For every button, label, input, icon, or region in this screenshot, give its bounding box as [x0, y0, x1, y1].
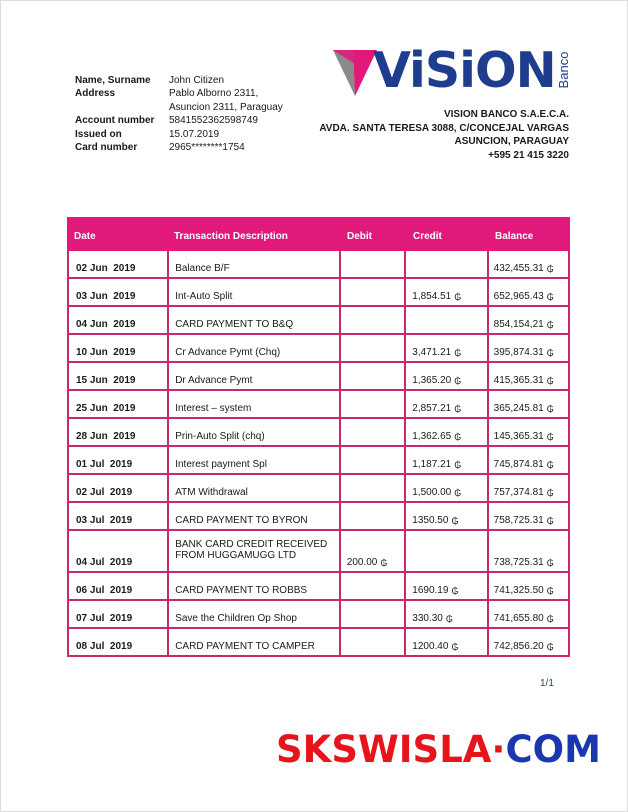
cell-date [69, 601, 169, 627]
customer-field-value: 5841552362598749 [169, 115, 258, 127]
cell-date [69, 391, 169, 417]
cell-description [169, 307, 341, 333]
currency-symbol: ₲ [454, 488, 462, 498]
cell-date-text: 06 Jul 2019 [76, 585, 133, 596]
currency-symbol: ₲ [546, 642, 554, 652]
cell-balance-value: 415,365.31 [493, 375, 544, 386]
cell-debit [341, 279, 407, 305]
header-date: Date [74, 231, 96, 242]
header-description: Transaction Description [174, 231, 288, 242]
cell-balance-value: 652,965.43 [493, 291, 544, 302]
cell-date [69, 531, 169, 571]
customer-field-row [75, 128, 283, 141]
cell-credit [406, 391, 488, 417]
table-row [67, 363, 570, 391]
currency-symbol: ₲ [546, 586, 554, 596]
cell-description-lines [175, 539, 327, 561]
cell-description-lines [175, 487, 248, 498]
customer-field-row [75, 87, 283, 100]
currency-symbol: ₲ [546, 460, 554, 470]
table-row [67, 279, 570, 307]
customer-field-row [75, 141, 283, 154]
cell-date-text: 02 Jul 2019 [76, 487, 133, 498]
customer-field-label: Issued on [75, 128, 122, 140]
cell-date-text: 15 Jun 2019 [76, 375, 136, 386]
cell-description-text: Save the Children Op Shop [175, 613, 297, 624]
cell-credit-value: 1,187.21 [412, 459, 452, 470]
currency-symbol: ₲ [454, 292, 462, 302]
table-row [67, 503, 570, 531]
cell-date [69, 447, 169, 473]
cell-description [169, 279, 341, 305]
currency-symbol: ₲ [451, 586, 459, 596]
cell-debit [341, 475, 407, 501]
cell-description-lines [175, 459, 267, 470]
bank-logo [333, 42, 573, 100]
table-row [67, 601, 570, 629]
cell-description [169, 531, 341, 571]
customer-field-row [75, 74, 283, 87]
watermark-part1: SKSWISLA [276, 728, 492, 771]
bank-street: AVDA. SANTA TERESA 3088, C/CONCEJAL VARGAS [319, 122, 569, 134]
cell-date-text: 10 Jun 2019 [76, 347, 136, 358]
cell-description [169, 363, 341, 389]
cell-balance-value: 854,154,21 [493, 319, 544, 330]
cell-balance [489, 279, 568, 305]
cell-credit [406, 251, 488, 277]
cell-description [169, 601, 341, 627]
currency-symbol: ₲ [546, 376, 554, 386]
cell-date-text: 01 Jul 2019 [76, 459, 133, 470]
cell-debit [341, 447, 407, 473]
cell-credit [406, 601, 488, 627]
cell-date-text: 25 Jun 2019 [76, 403, 136, 414]
currency-symbol: ₲ [454, 404, 462, 414]
cell-balance [489, 307, 568, 333]
cell-balance-value: 758,725.31 [493, 515, 544, 526]
cell-description-lines [175, 347, 280, 358]
currency-symbol: ₲ [546, 320, 554, 330]
cell-balance [489, 531, 568, 571]
table-row [67, 251, 570, 279]
cell-balance [489, 629, 568, 655]
cell-balance-value: 395,874.31 [493, 347, 544, 358]
cell-date-text: 08 Jul 2019 [76, 641, 133, 652]
customer-field-label: Name, Surname [75, 75, 151, 86]
table-header [67, 217, 570, 251]
cell-description-lines [175, 263, 229, 274]
table-row [67, 307, 570, 335]
currency-symbol: ₲ [546, 292, 554, 302]
cell-credit-value: 1350.50 [412, 515, 449, 526]
cell-balance-value: 757,374.81 [493, 487, 544, 498]
currency-symbol: ₲ [546, 614, 554, 624]
table-body [67, 251, 570, 657]
cell-credit-value: 1690.19 [412, 585, 449, 596]
cell-description [169, 475, 341, 501]
cell-balance [489, 475, 568, 501]
cell-credit [406, 419, 488, 445]
table-row [67, 531, 570, 573]
cell-description-text: CARD PAYMENT TO B&Q [175, 319, 294, 330]
table-row [67, 629, 570, 657]
cell-description-lines [175, 641, 315, 652]
cell-description [169, 391, 341, 417]
customer-info [75, 74, 283, 154]
cell-credit [406, 447, 488, 473]
table-row [67, 419, 570, 447]
customer-field-label [75, 101, 169, 114]
logo-wordmark: ViSiON [373, 42, 556, 99]
cell-debit [341, 503, 407, 529]
cell-balance-value: 738,725.31 [493, 557, 544, 568]
cell-credit [406, 335, 488, 361]
customer-field-row [75, 114, 283, 127]
currency-symbol: ₲ [454, 460, 462, 470]
cell-description-lines [175, 403, 251, 414]
cell-date-text: 04 Jul 2019 [76, 557, 133, 568]
cell-description-text: Interest – system [175, 403, 252, 414]
cell-description-text: CARD PAYMENT TO BYRON [175, 515, 308, 526]
cell-description [169, 335, 341, 361]
cell-debit [341, 601, 407, 627]
logo-v-mark-icon [333, 50, 377, 96]
currency-symbol: ₲ [546, 404, 554, 414]
cell-credit-value: 3,471.21 [412, 347, 452, 358]
cell-description-text: Balance B/F [175, 263, 230, 274]
cell-description-text: Prin-Auto Split (chq) [175, 431, 265, 442]
customer-field-value: Asuncion 2311, Paraguay [169, 101, 283, 113]
cell-credit-value: 1,365.20 [412, 375, 452, 386]
cell-balance [489, 391, 568, 417]
cell-debit-value: 200.00 [346, 557, 378, 568]
cell-balance [489, 251, 568, 277]
cell-date [69, 475, 169, 501]
cell-date-text: 03 Jul 2019 [76, 515, 133, 526]
cell-balance-value: 365,245.81 [493, 403, 544, 414]
cell-credit-value: 1200.40 [412, 641, 449, 652]
cell-balance [489, 335, 568, 361]
currency-symbol: ₲ [380, 558, 388, 568]
cell-date [69, 251, 169, 277]
watermark-dot: · [491, 728, 506, 771]
cell-balance [489, 573, 568, 599]
cell-description-lines [175, 515, 307, 526]
cell-date [69, 629, 169, 655]
cell-balance [489, 447, 568, 473]
cell-debit [341, 531, 407, 571]
cell-balance [489, 419, 568, 445]
bank-city: ASUNCION, PARAGUAY [454, 136, 569, 148]
customer-field-label: Card number [75, 142, 138, 154]
cell-balance-value: 742,856.20 [493, 641, 544, 652]
bank-phone: +595 21 415 3220 [488, 149, 569, 161]
cell-description-lines [175, 291, 232, 302]
cell-date-text: 02 Jun 2019 [76, 263, 136, 274]
cell-balance-value: 741,325.50 [493, 585, 544, 596]
bank-address [319, 108, 569, 162]
header-balance: Balance [495, 231, 534, 242]
cell-description-text: CARD PAYMENT TO ROBBS [175, 585, 308, 596]
bank-name: VISION BANCO S.A.E.C.A. [443, 109, 569, 120]
cell-debit [341, 251, 407, 277]
currency-symbol: ₲ [451, 642, 459, 652]
cell-credit [406, 573, 488, 599]
customer-field-label: Account number [75, 115, 155, 127]
cell-credit [406, 363, 488, 389]
cell-credit-value: 1,362.65 [412, 431, 452, 442]
cell-credit [406, 307, 488, 333]
cell-balance-value: 745,874.81 [493, 459, 544, 470]
cell-description [169, 629, 341, 655]
cell-date [69, 573, 169, 599]
currency-symbol: ₲ [451, 516, 459, 526]
cell-description [169, 251, 341, 277]
currency-symbol: ₲ [454, 348, 462, 358]
cell-description [169, 503, 341, 529]
customer-field-value: John Citizen [169, 75, 225, 86]
cell-date [69, 419, 169, 445]
cell-balance-value: 432,455.31 [493, 263, 544, 274]
currency-symbol: ₲ [546, 348, 554, 358]
cell-description-text: ATM Withdrawal [175, 487, 248, 498]
cell-description [169, 447, 341, 473]
table-row [67, 335, 570, 363]
cell-balance-value: 741,655.80 [493, 613, 544, 624]
customer-field-value: 2965********1754 [169, 142, 245, 154]
transactions-table [67, 217, 570, 657]
cell-date-text: 03 Jun 2019 [76, 291, 136, 302]
cell-balance [489, 363, 568, 389]
currency-symbol: ₲ [546, 516, 554, 526]
cell-date-text: 04 Jun 2019 [76, 319, 136, 330]
cell-description-text: Dr Advance Pymt [175, 375, 253, 386]
cell-credit [406, 531, 488, 571]
cell-debit [341, 573, 407, 599]
watermark-part2: COM [505, 728, 601, 771]
customer-field-value: 15.07.2019 [169, 128, 220, 140]
currency-symbol: ₲ [454, 376, 462, 386]
table-row [67, 391, 570, 419]
currency-symbol: ₲ [546, 432, 554, 442]
cell-description-lines [175, 585, 307, 596]
customer-field-label: Address [75, 88, 116, 100]
cell-debit [341, 629, 407, 655]
cell-description-text: Interest payment Spl [175, 459, 267, 470]
cell-debit [341, 419, 407, 445]
cell-balance [489, 503, 568, 529]
cell-description-lines [175, 319, 293, 330]
cell-description-text: Cr Advance Pymt (Chq) [175, 347, 281, 358]
cell-credit [406, 475, 488, 501]
cell-description-lines [175, 613, 297, 624]
header-debit: Debit [347, 231, 372, 242]
watermark [276, 728, 601, 771]
cell-description-text: BANK CARD CREDIT RECEIVED [175, 538, 328, 550]
table-row [67, 573, 570, 601]
cell-description [169, 419, 341, 445]
cell-debit [341, 307, 407, 333]
logo-subtitle: Banco [555, 51, 571, 89]
currency-symbol: ₲ [546, 264, 554, 274]
cell-description-text: Int-Auto Split [175, 291, 233, 302]
cell-date [69, 307, 169, 333]
cell-description-text-line2: FROM HUGGAMUGG LTD [175, 549, 297, 561]
cell-date [69, 279, 169, 305]
currency-symbol: ₲ [454, 432, 462, 442]
customer-field-value: Pablo Alborno 2311, [169, 88, 259, 100]
header-credit: Credit [413, 231, 442, 242]
cell-credit [406, 279, 488, 305]
cell-description-text: CARD PAYMENT TO CAMPER [175, 641, 315, 652]
cell-balance-value: 145,365.31 [493, 431, 544, 442]
cell-credit-value: 330.30 [412, 613, 443, 624]
currency-symbol: ₲ [546, 488, 554, 498]
cell-credit [406, 503, 488, 529]
currency-symbol: ₲ [546, 558, 554, 568]
page-indicator: 1/1 [540, 678, 554, 689]
cell-credit-value: 1,854.51 [412, 291, 452, 302]
cell-date [69, 335, 169, 361]
cell-date [69, 503, 169, 529]
cell-debit [341, 391, 407, 417]
currency-symbol: ₲ [445, 614, 453, 624]
cell-description-lines [175, 431, 264, 442]
cell-debit [341, 363, 407, 389]
cell-balance [489, 601, 568, 627]
cell-credit-value: 2,857.21 [412, 403, 452, 414]
cell-description-lines [175, 375, 252, 386]
customer-field-row [75, 101, 283, 114]
cell-debit [341, 335, 407, 361]
cell-description [169, 573, 341, 599]
cell-credit [406, 629, 488, 655]
cell-date-text: 07 Jul 2019 [76, 613, 133, 624]
table-row [67, 447, 570, 475]
cell-credit-value: 1,500.00 [412, 487, 452, 498]
table-row [67, 475, 570, 503]
cell-date [69, 363, 169, 389]
cell-date-text: 28 Jun 2019 [76, 431, 136, 442]
